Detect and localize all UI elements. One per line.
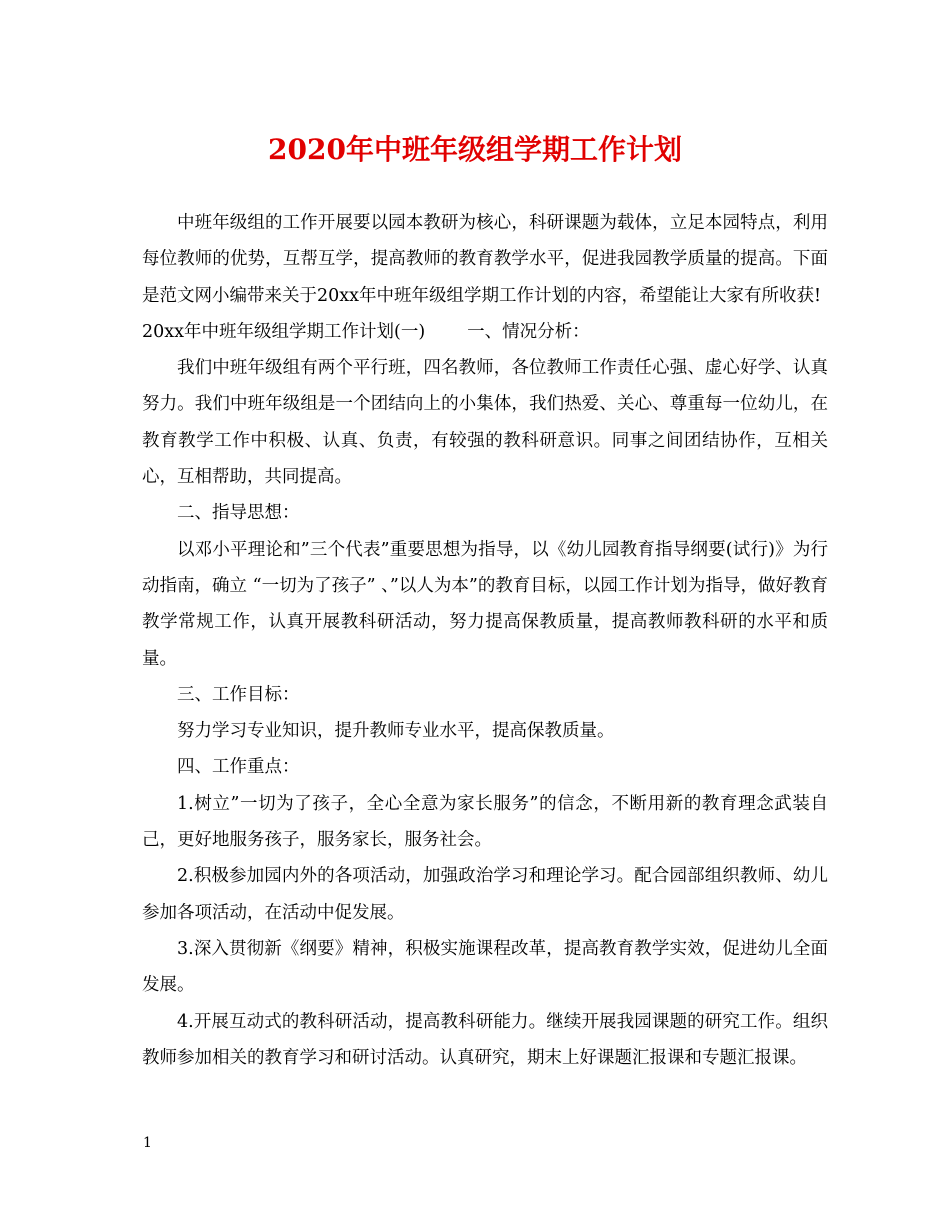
- plan-heading-line: [142, 314, 828, 350]
- work-item-3: 3.深入贯彻新《纲要》精神，积极实施课程改革，提高教育教学实效，促进幼儿全面发展。: [142, 938, 828, 996]
- section1-paragraph: 我们中班年级组有两个平行班，四名教师，各位教师工作责任心强、虚心好学、认真努力。我们中班年级组是一个团结向上的小集体，我们热爱、关心、尊重每一位幼儿，在教育教学工作中积极、认真、负责，有较强的教科研意识。同事之间团结协作，互相关心，互相帮助，共同提高。: [142, 358, 828, 488]
- document-title: 2020年中班年级组学期工作计划: [268, 133, 682, 166]
- section3-heading: 三、工作目标：: [177, 684, 300, 705]
- section4-heading: 四、工作重点：: [177, 757, 300, 778]
- section3-paragraph: 努力学习专业知识，提升教师专业水平，提高保教质量。: [177, 721, 615, 742]
- plan-heading: 20xx年中班年级组学期工作计划(一): [142, 321, 426, 342]
- section2-heading: 二、指导思想：: [177, 503, 300, 524]
- intro-paragraph: 中班年级组的工作开展要以园本教研为核心，科研课题为载体，立足本园特点，利用每位教师的优势，互帮互学，提高教师的教育教学水平，促进我园教学质量的提高。下面是范文网小编带来关于20xx年中班年级组学期工作计划的内容，希望能让大家有所收获!: [142, 213, 828, 306]
- document-body: [142, 205, 828, 1076]
- work-item-1: 1.树立”一切为了孩子，全心全意为家长服务”的信念，不断用新的教育理念武装自己，更好地服务孩子，服务家长，服务社会。: [142, 793, 828, 851]
- section2-paragraph: 以邓小平理论和”三个代表”重要思想为指导，以《幼儿园教育指导纲要(试行)》为行动指南，确立 “一切为了孩子” 、”以人为本”的教育目标，以园工作计划为指导，做好教育教学常规工作，认真开展教科研活动，努力提高保教质量，提高教师教科研的水平和质量。: [142, 539, 828, 669]
- section1-heading: 一、情况分析：: [467, 321, 590, 342]
- work-item-2: 2.积极参加园内外的各项活动，加强政治学习和理论学习。配合园部组织教师、幼儿参加各项活动，在活动中促发展。: [142, 866, 828, 923]
- page-number: 1: [143, 1135, 152, 1151]
- work-item-4: 4.开展互动式的教科研活动，提高教科研能力。继续开展我园课题的研究工作。组织教师参加相关的教育学习和研讨活动。认真研究，期末上好课题汇报课和专题汇报课。: [142, 1011, 828, 1068]
